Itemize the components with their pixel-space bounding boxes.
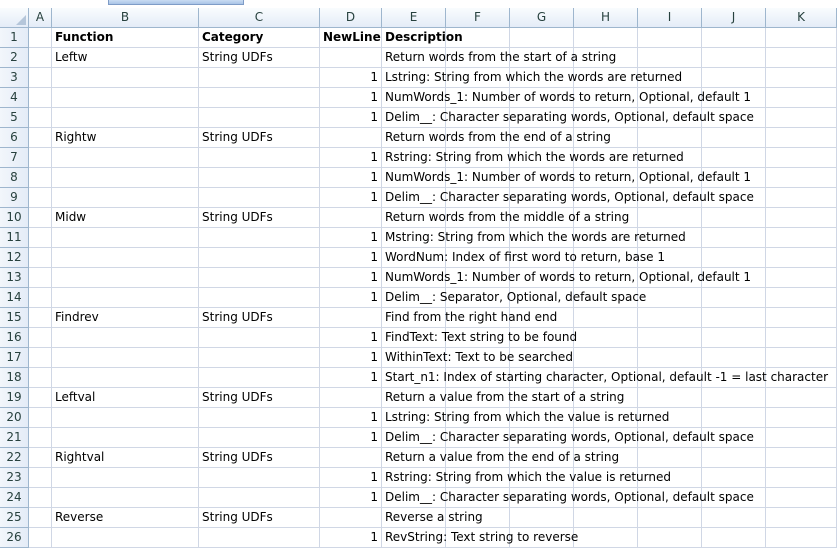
cell-description[interactable] [382, 48, 617, 68]
column-header-j[interactable]: J [702, 8, 766, 28]
cell-function[interactable]: Leftval [52, 388, 199, 408]
cell-i6[interactable] [638, 128, 702, 148]
cell-category[interactable] [199, 248, 320, 268]
cell-i22[interactable] [638, 448, 702, 468]
cell-h25[interactable] [574, 508, 638, 528]
cell-a18[interactable] [29, 368, 52, 388]
cell-description[interactable] [382, 168, 752, 188]
cell-j15[interactable] [702, 308, 766, 328]
cell-newline[interactable] [320, 388, 382, 408]
cell-j25[interactable] [702, 508, 766, 528]
cell-j7[interactable] [702, 148, 766, 168]
cell-a13[interactable] [29, 268, 52, 288]
row-header-12[interactable]: 12 [0, 248, 29, 268]
cell-k14[interactable] [766, 288, 837, 308]
cell-description[interactable] [382, 88, 752, 108]
cell-i1[interactable] [638, 28, 702, 48]
cell-description[interactable] [382, 468, 671, 488]
cell-k11[interactable] [766, 228, 837, 248]
cell-a2[interactable] [29, 48, 52, 68]
cell-category[interactable] [199, 288, 320, 308]
cell-a25[interactable] [29, 508, 52, 528]
cell-k20[interactable] [766, 408, 837, 428]
cell-function[interactable] [52, 468, 199, 488]
description-text: NumWords_1: Number of words to return, Optional, default 1 [385, 90, 752, 104]
cell-category[interactable] [199, 148, 320, 168]
row-header-4[interactable]: 4 [0, 88, 29, 108]
description-text: WordNum: Index of first word to return, base 1 [385, 250, 666, 264]
cell-category[interactable] [199, 108, 320, 128]
cell-description[interactable] [382, 228, 686, 248]
cell-a9[interactable] [29, 188, 52, 208]
description-text: Rstring: String from which the value is returned [385, 470, 671, 484]
cell-category[interactable] [199, 168, 320, 188]
cell-k7[interactable] [766, 148, 837, 168]
row-header-14[interactable]: 14 [0, 288, 29, 308]
cell-category[interactable]: String UDFs [199, 508, 320, 528]
cell-k23[interactable] [766, 468, 837, 488]
row-header-7[interactable]: 7 [0, 148, 29, 168]
description-text: NumWords_1: Number of words to return, Optional, default 1 [385, 170, 752, 184]
description-text: Reverse a string [385, 510, 483, 524]
cell-k1[interactable] [766, 28, 837, 48]
description-text: Delim__: Character separating words, Optional, default space [385, 110, 754, 124]
cell-i17[interactable] [638, 348, 702, 368]
row-header-13[interactable]: 13 [0, 268, 29, 288]
cell-category[interactable] [199, 88, 320, 108]
row-header-25[interactable]: 25 [0, 508, 29, 528]
column-header-d[interactable]: D [320, 8, 382, 28]
cell-description[interactable] [382, 388, 625, 408]
cell-a7[interactable] [29, 148, 52, 168]
cell-newline[interactable]: 1 [320, 188, 382, 208]
cell-newline[interactable]: 1 [320, 108, 382, 128]
cell-function[interactable]: Rightw [52, 128, 199, 148]
row-header-10[interactable]: 10 [0, 208, 29, 228]
cell-i10[interactable] [638, 208, 702, 228]
row-header-2[interactable]: 2 [0, 48, 29, 68]
cell-a10[interactable] [29, 208, 52, 228]
cell-description[interactable] [382, 508, 483, 528]
cell-function[interactable]: Rightval [52, 448, 199, 468]
cell-category[interactable] [199, 368, 320, 388]
cell-newline[interactable]: 1 [320, 348, 382, 368]
cell-newline[interactable]: 1 [320, 368, 382, 388]
column-header-k[interactable]: K [766, 8, 837, 28]
row-header-18[interactable]: 18 [0, 368, 29, 388]
cell-a24[interactable] [29, 488, 52, 508]
cell-a8[interactable] [29, 168, 52, 188]
row-header-22[interactable]: 22 [0, 448, 29, 468]
description-text: FindText: Text string to be found [385, 330, 578, 344]
cell-g25[interactable] [510, 508, 574, 528]
cell-category[interactable]: String UDFs [199, 388, 320, 408]
row-header-11[interactable]: 11 [0, 228, 29, 248]
cell-i26[interactable] [638, 528, 702, 548]
cell-a19[interactable] [29, 388, 52, 408]
cell-a14[interactable] [29, 288, 52, 308]
cell-newline[interactable]: 1 [320, 408, 382, 428]
cell-k25[interactable] [766, 508, 837, 528]
cell-newline[interactable] [320, 508, 382, 528]
cell-category[interactable] [199, 188, 320, 208]
cell-category[interactable] [199, 328, 320, 348]
cell-k2[interactable] [766, 48, 837, 68]
cell-category[interactable] [199, 228, 320, 248]
row-header-5[interactable]: 5 [0, 108, 29, 128]
cell-description[interactable] [382, 108, 754, 128]
cell-function[interactable]: Midw [52, 208, 199, 228]
cell-description[interactable] [382, 488, 754, 508]
cell-k12[interactable] [766, 248, 837, 268]
row-header-20[interactable]: 20 [0, 408, 29, 428]
cell-k13[interactable] [766, 268, 837, 288]
cell-j11[interactable] [702, 228, 766, 248]
cell-a23[interactable] [29, 468, 52, 488]
cell-newline[interactable] [320, 308, 382, 328]
row-header-9[interactable]: 9 [0, 188, 29, 208]
cell-function[interactable] [52, 428, 199, 448]
cell-function[interactable] [52, 188, 199, 208]
cell-k5[interactable] [766, 108, 837, 128]
cell-category[interactable] [199, 268, 320, 288]
cell-j14[interactable] [702, 288, 766, 308]
cell-newline[interactable]: 1 [320, 248, 382, 268]
cell-function[interactable]: Findrev [52, 308, 199, 328]
cell-j26[interactable] [702, 528, 766, 548]
cell-k24[interactable] [766, 488, 837, 508]
row-header-24[interactable]: 24 [0, 488, 29, 508]
cell-description[interactable] [382, 348, 573, 368]
row-header-19[interactable]: 19 [0, 388, 29, 408]
sheet-tab[interactable] [108, 0, 244, 5]
cell-category[interactable] [199, 408, 320, 428]
cell-description[interactable] [382, 208, 630, 228]
cell-i15[interactable] [638, 308, 702, 328]
description-text: Start_n1: Index of starting character, Optional, default -1 = last character [385, 370, 829, 384]
cell-category[interactable] [199, 528, 320, 548]
description-text: Description [385, 30, 463, 44]
cell-k16[interactable] [766, 328, 837, 348]
cell-k26[interactable] [766, 528, 837, 548]
cell-category[interactable] [199, 468, 320, 488]
cell-j20[interactable] [702, 408, 766, 428]
description-text: Rstring: String from which the words are returned [385, 150, 684, 164]
cell-category[interactable]: String UDFs [199, 48, 320, 68]
cell-description[interactable] [382, 68, 683, 88]
cell-j16[interactable] [702, 328, 766, 348]
cell-a15[interactable] [29, 308, 52, 328]
description-text: Return words from the start of a string [385, 50, 617, 64]
description-text: Return a value from the start of a string [385, 390, 625, 404]
cell-j10[interactable] [702, 208, 766, 228]
cell-j2[interactable] [702, 48, 766, 68]
row-header-3[interactable]: 3 [0, 68, 29, 88]
cell-description[interactable] [382, 188, 754, 208]
cell-h15[interactable] [574, 308, 638, 328]
cell-newline[interactable] [320, 208, 382, 228]
cell-description[interactable] [382, 128, 611, 148]
cell-a21[interactable] [29, 428, 52, 448]
cell-j1[interactable] [702, 28, 766, 48]
cell-j3[interactable] [702, 68, 766, 88]
cell-description[interactable] [382, 288, 647, 308]
cell-function[interactable] [52, 68, 199, 88]
cell-h16[interactable] [574, 328, 638, 348]
cell-k22[interactable] [766, 448, 837, 468]
cell-a3[interactable] [29, 68, 52, 88]
column-header-b[interactable]: B [52, 8, 199, 28]
cell-j17[interactable] [702, 348, 766, 368]
cell-function[interactable] [52, 88, 199, 108]
select-all-triangle-icon [16, 15, 26, 25]
cell-k6[interactable] [766, 128, 837, 148]
row-header-1[interactable]: 1 [0, 28, 29, 48]
cell-newline[interactable]: 1 [320, 328, 382, 348]
row-header-16[interactable]: 16 [0, 328, 29, 348]
column-header-g[interactable]: G [510, 8, 574, 28]
cell-description[interactable] [382, 268, 752, 288]
sheet-tab-strip [0, 0, 838, 8]
description-text: NumWords_1: Number of words to return, Optional, default 1 [385, 270, 752, 284]
cell-newline[interactable]: 1 [320, 68, 382, 88]
description-text: Delim__: Character separating words, Optional, default space [385, 430, 754, 444]
cell-k10[interactable] [766, 208, 837, 228]
cell-newline[interactable]: 1 [320, 288, 382, 308]
column-header-f[interactable]: F [446, 8, 510, 28]
cell-function[interactable]: Leftw [52, 48, 199, 68]
cell-k4[interactable] [766, 88, 837, 108]
description-text: RevString: Text string to reverse [385, 530, 579, 544]
cell-a4[interactable] [29, 88, 52, 108]
cell-newline[interactable]: 1 [320, 528, 382, 548]
cell-function[interactable] [52, 328, 199, 348]
cell-newline[interactable]: 1 [320, 168, 382, 188]
cell-a5[interactable] [29, 108, 52, 128]
description-text: Lstring: String from which the value is returned [385, 410, 670, 424]
cell-function[interactable] [52, 348, 199, 368]
cell-function[interactable] [52, 148, 199, 168]
cell-function[interactable]: Reverse [52, 508, 199, 528]
cell-h17[interactable] [574, 348, 638, 368]
cell-category[interactable] [199, 348, 320, 368]
cell-newline[interactable]: 1 [320, 468, 382, 488]
cell-category[interactable]: String UDFs [199, 128, 320, 148]
cell-description[interactable] [382, 248, 666, 268]
cell-i25[interactable] [638, 508, 702, 528]
cell-newline[interactable]: 1 [320, 428, 382, 448]
cell-function[interactable] [52, 528, 199, 548]
description-text: Delim__: Character separating words, Optional, default space [385, 490, 754, 504]
row-header-21[interactable]: 21 [0, 428, 29, 448]
row-header-6[interactable]: 6 [0, 128, 29, 148]
cell-k15[interactable] [766, 308, 837, 328]
cell-newline[interactable]: 1 [320, 148, 382, 168]
row-header-15[interactable]: 15 [0, 308, 29, 328]
cell-a16[interactable] [29, 328, 52, 348]
spreadsheet-grid[interactable] [0, 8, 837, 548]
cell-category[interactable]: String UDFs [199, 208, 320, 228]
cell-k9[interactable] [766, 188, 837, 208]
cell-k19[interactable] [766, 388, 837, 408]
row-header-26[interactable]: 26 [0, 528, 29, 548]
row-header-17[interactable]: 17 [0, 348, 29, 368]
description-text: Return words from the end of a string [385, 130, 611, 144]
cell-category[interactable] [199, 428, 320, 448]
cell-function[interactable] [52, 268, 199, 288]
cell-a17[interactable] [29, 348, 52, 368]
column-header-a[interactable]: A [29, 8, 52, 28]
description-text: Return a value from the end of a string [385, 450, 620, 464]
cell-description[interactable] [382, 308, 558, 328]
cell-description[interactable] [382, 368, 829, 388]
cell-j23[interactable] [702, 468, 766, 488]
cell-h26[interactable] [574, 528, 638, 548]
cell-newline[interactable]: 1 [320, 88, 382, 108]
cell-i14[interactable] [638, 288, 702, 308]
cell-function[interactable] [52, 168, 199, 188]
cell-description[interactable] [382, 408, 670, 428]
cell-function[interactable] [52, 488, 199, 508]
cell-category[interactable] [199, 68, 320, 88]
cell-newline[interactable] [320, 128, 382, 148]
cell-newline[interactable]: 1 [320, 228, 382, 248]
column-header-e[interactable]: E [382, 8, 446, 28]
cell-description[interactable] [382, 428, 754, 448]
cell-category[interactable]: String UDFs [199, 448, 320, 468]
cell-a6[interactable] [29, 128, 52, 148]
description-text: Lstring: String from which the words are returned [385, 70, 683, 84]
cell-description[interactable] [382, 148, 684, 168]
cell-newline[interactable] [320, 448, 382, 468]
cell-function[interactable] [52, 108, 199, 128]
cell-i19[interactable] [638, 388, 702, 408]
cell-newline[interactable]: 1 [320, 488, 382, 508]
description-text: Return words from the middle of a string [385, 210, 630, 224]
cell-function[interactable] [52, 248, 199, 268]
cell-k8[interactable] [766, 168, 837, 188]
cell-g1[interactable] [510, 28, 574, 48]
description-text: Mstring: String from which the words are returned [385, 230, 686, 244]
cell-k17[interactable] [766, 348, 837, 368]
cell-a20[interactable] [29, 408, 52, 428]
cell-a22[interactable] [29, 448, 52, 468]
cell-function[interactable] [52, 408, 199, 428]
cell-newline[interactable]: 1 [320, 268, 382, 288]
row-header-8[interactable]: 8 [0, 168, 29, 188]
cell-j12[interactable] [702, 248, 766, 268]
cell-i16[interactable] [638, 328, 702, 348]
cell-a26[interactable] [29, 528, 52, 548]
column-header-c[interactable]: C [199, 8, 320, 28]
cell-description[interactable] [382, 328, 578, 348]
cell-j19[interactable] [702, 388, 766, 408]
cell-description[interactable] [382, 448, 620, 468]
column-header-h[interactable]: H [574, 8, 638, 28]
cell-j22[interactable] [702, 448, 766, 468]
column-header-i[interactable]: I [638, 8, 702, 28]
cell-i2[interactable] [638, 48, 702, 68]
cell-h1[interactable] [574, 28, 638, 48]
cell-function[interactable]: Function [52, 28, 199, 48]
cell-newline[interactable]: NewLine [320, 28, 382, 48]
cell-description[interactable] [382, 28, 463, 48]
cell-category[interactable]: Category [199, 28, 320, 48]
cell-newline[interactable] [320, 48, 382, 68]
cell-a1[interactable] [29, 28, 52, 48]
cell-j6[interactable] [702, 128, 766, 148]
cell-category[interactable] [199, 488, 320, 508]
cell-k3[interactable] [766, 68, 837, 88]
cell-a12[interactable] [29, 248, 52, 268]
description-text: Delim__: Character separating words, Optional, default space [385, 190, 754, 204]
description-text: WithinText: Text to be searched [385, 350, 573, 364]
cell-function[interactable] [52, 368, 199, 388]
cell-k21[interactable] [766, 428, 837, 448]
select-all-corner[interactable] [0, 8, 29, 28]
cell-description[interactable] [382, 528, 579, 548]
description-text: Find from the right hand end [385, 310, 558, 324]
description-text: Delim__: Separator, Optional, default space [385, 290, 647, 304]
cell-category[interactable]: String UDFs [199, 308, 320, 328]
cell-function[interactable] [52, 288, 199, 308]
cell-a11[interactable] [29, 228, 52, 248]
cell-function[interactable] [52, 228, 199, 248]
row-header-23[interactable]: 23 [0, 468, 29, 488]
